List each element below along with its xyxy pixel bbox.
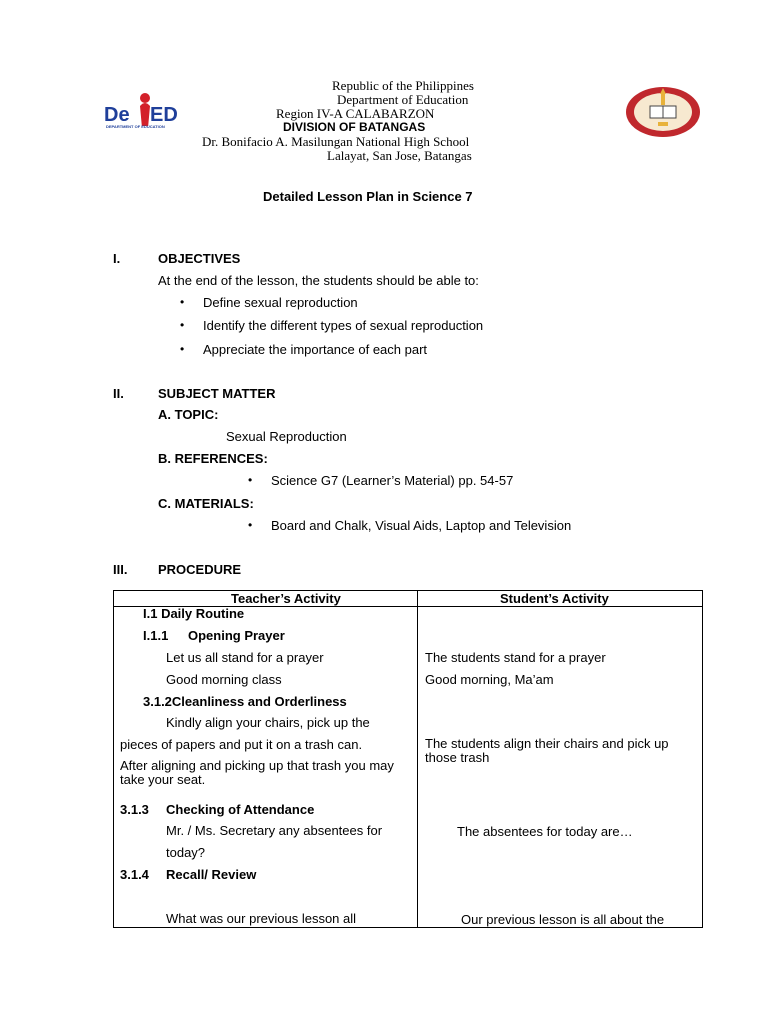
- document-title: Detailed Lesson Plan in Science 7: [263, 189, 473, 204]
- materials-label: C. MATERIALS:: [158, 496, 254, 511]
- teacher-line-stand: Let us all stand for a prayer: [166, 650, 324, 665]
- teacher-line-align-1: Kindly align your chairs, pick up the: [166, 715, 370, 730]
- svg-text:De: De: [104, 104, 130, 126]
- recall-number: 3.1.4: [120, 867, 149, 882]
- teacher-line-align-2: pieces of papers and put it on a trash can.: [120, 737, 363, 752]
- procedure-heading: PROCEDURE: [158, 562, 242, 577]
- deped-logo: [104, 88, 194, 138]
- teacher-line-previous: What was our previous lesson all: [166, 911, 357, 926]
- subject-matter-heading: SUBJECT MATTER: [158, 386, 276, 401]
- teacher-column-header: Teacher’s Activity: [231, 591, 341, 606]
- student-line-previous: Our previous lesson is all about the: [461, 912, 665, 927]
- objectives-heading: OBJECTIVES: [158, 251, 241, 266]
- header-address: Lalayat, San Jose, Batangas: [327, 148, 472, 163]
- objective-item: Define sexual reproduction: [203, 295, 358, 310]
- header-division: DIVISION OF BATANGAS: [283, 120, 426, 134]
- procedure-number: III.: [113, 562, 128, 577]
- material-item: Board and Chalk, Visual Aids, Laptop and Television: [271, 518, 572, 533]
- teacher-line-secretary: Mr. / Ms. Secretary any absentees for: [166, 823, 383, 838]
- subject-matter-number: II.: [113, 386, 124, 401]
- header-republic: Republic of the Philippines: [332, 78, 474, 93]
- objective-item: Appreciate the importance of each part: [203, 342, 428, 357]
- procedure-table: [113, 590, 703, 928]
- teacher-line-today: today?: [166, 845, 206, 860]
- bullet-icon: •: [180, 295, 185, 309]
- bullet-icon: •: [248, 518, 253, 532]
- svg-text:ED: ED: [150, 104, 178, 126]
- reference-item: Science G7 (Learner’s Material) pp. 54-57: [271, 473, 514, 488]
- bullet-icon: •: [180, 318, 185, 332]
- objective-item: Identify the different types of sexual reproduction: [203, 318, 484, 333]
- school-seal-icon: [624, 86, 702, 138]
- topic-label: A. TOPIC:: [158, 407, 219, 422]
- daily-routine-heading: I.1 Daily Routine: [143, 606, 245, 621]
- objectives-intro: At the end of the lesson, the students should be able to:: [158, 273, 479, 288]
- opening-prayer-number: I.1.1: [143, 628, 169, 643]
- student-line-morning: Good morning, Ma’am: [425, 672, 554, 687]
- bullet-icon: •: [248, 473, 253, 487]
- student-column-header: Student’s Activity: [500, 591, 609, 606]
- bullet-icon: •: [180, 342, 185, 356]
- student-line-stand: The students stand for a prayer: [425, 650, 606, 665]
- deped-logo-subtitle: DEPARTMENT OF EDUCATION: [106, 124, 165, 129]
- attendance-number: 3.1.3: [120, 802, 149, 817]
- cleanliness-heading: 3.1.2Cleanliness and Orderliness: [143, 694, 347, 709]
- teacher-line-after: After aligning and picking up that trash you may take your seat.: [120, 758, 394, 787]
- teacher-line-morning: Good morning class: [166, 672, 282, 687]
- header-region: Region IV-A CALABARZON: [276, 106, 435, 121]
- opening-prayer-heading: Opening Prayer: [188, 628, 285, 643]
- objectives-number: I.: [113, 251, 121, 266]
- topic-value: Sexual Reproduction: [226, 429, 347, 444]
- recall-heading: Recall/ Review: [166, 867, 257, 882]
- attendance-heading: Checking of Attendance: [166, 802, 315, 817]
- header-department: Department of Education: [337, 92, 469, 107]
- student-line-absentees: The absentees for today are…: [457, 824, 633, 839]
- column-divider: [417, 591, 418, 927]
- student-line-align: The students align their chairs and pick up those trash: [425, 736, 669, 765]
- header-school: Dr. Bonifacio A. Masilungan National High School: [202, 134, 470, 149]
- references-label: B. REFERENCES:: [158, 451, 268, 466]
